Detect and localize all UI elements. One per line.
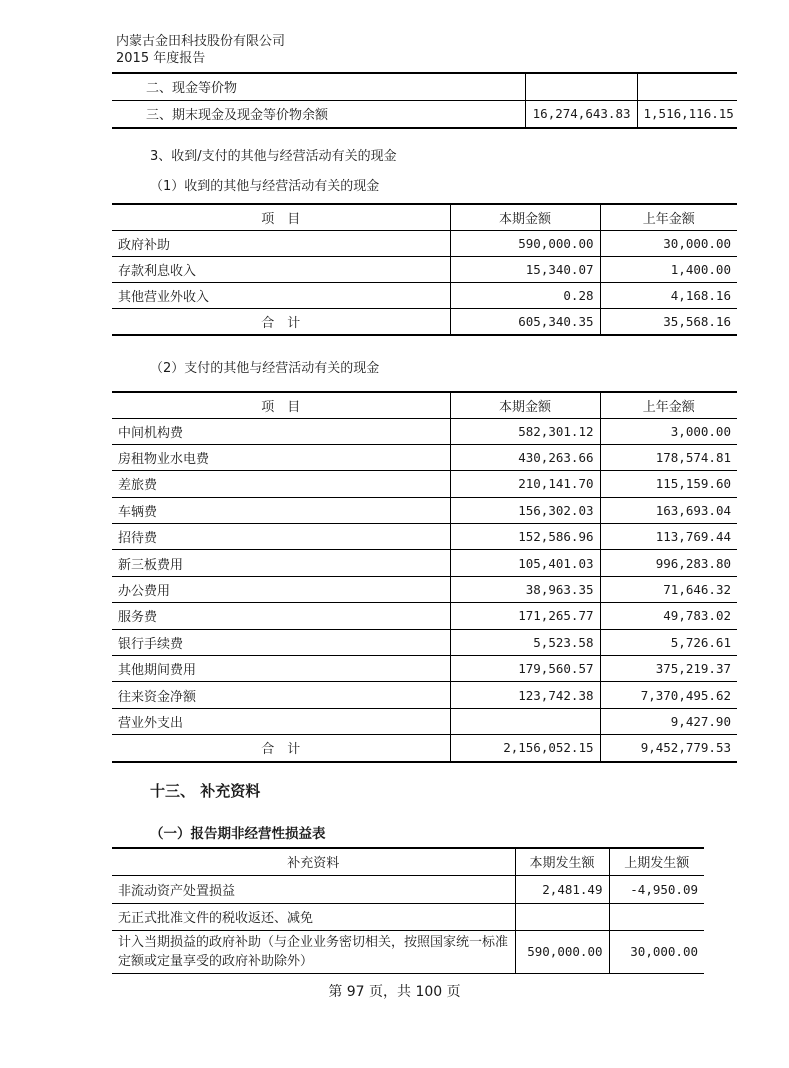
row-label: 中间机构费	[112, 418, 450, 444]
column-header-previous: 上期发生额	[624, 856, 690, 872]
total-current: 2,156,052.15	[450, 735, 600, 762]
previous-amount: 7,370,495.62	[640, 687, 731, 703]
previous-amount: 49,783.02	[663, 608, 731, 624]
previous-amount	[637, 73, 737, 100]
current-amount	[525, 73, 637, 100]
current-amount: 171,265.77	[450, 603, 600, 629]
table-row	[112, 497, 737, 523]
current-amount: 590,000.00	[515, 930, 609, 973]
table-row	[112, 550, 737, 576]
current-amount: 5,523.58	[450, 629, 600, 655]
row-label: 车辆费	[112, 497, 450, 523]
previous-amount: 163,693.04	[655, 502, 731, 518]
row-label: 招待费	[112, 524, 450, 550]
company-name: 内蒙古金田科技股份有限公司	[116, 34, 286, 49]
current-amount: 105,401.03	[450, 550, 600, 576]
table-header-row	[112, 204, 737, 230]
current-amount: 430,263.66	[450, 444, 600, 470]
table-row	[112, 656, 737, 682]
previous-amount: 9,427.90	[670, 713, 731, 729]
total-label: 合 计	[112, 735, 450, 762]
previous-amount: 71,646.32	[663, 582, 731, 598]
column-header-current: 本期发生额	[515, 848, 609, 875]
previous-amount: 996,283.80	[655, 555, 731, 571]
current-amount: 590,000.00	[450, 230, 600, 256]
current-amount: 179,560.57	[450, 656, 600, 682]
row-label: 其他期间费用	[112, 656, 450, 682]
previous-amount: 30,000.00	[663, 235, 731, 251]
table-row	[112, 444, 737, 470]
previous-amount: 5,726.61	[670, 634, 731, 650]
table-row	[112, 629, 737, 655]
row-label: 差旅费	[112, 471, 450, 497]
table-row	[112, 73, 737, 100]
previous-amount: 3,000.00	[670, 423, 731, 439]
row-label: 营业外支出	[112, 708, 450, 734]
current-amount: 210,141.70	[450, 471, 600, 497]
table-row	[112, 576, 737, 602]
row-label: 其他营业外收入	[112, 282, 450, 308]
table-row	[112, 256, 737, 282]
table-row	[112, 282, 737, 308]
table-row	[112, 418, 737, 444]
row-label: 服务费	[112, 603, 450, 629]
previous-amount: 375,219.37	[655, 661, 731, 677]
row-label: 二、现金等价物	[112, 73, 525, 100]
current-amount: 156,302.03	[450, 497, 600, 523]
current-amount: 123,742.38	[450, 682, 600, 708]
total-row	[112, 308, 737, 335]
previous-amount: 178,574.81	[655, 450, 731, 466]
column-header-previous: 上年金额	[642, 211, 695, 227]
column-header-item: 项 目	[112, 392, 450, 418]
column-header-previous: 上年金额	[642, 399, 695, 415]
row-label: 非流动资产处置损益	[112, 875, 515, 903]
current-amount	[450, 708, 600, 734]
received-table-title: （1）收到的其他与经营活动有关的现金	[150, 179, 380, 194]
paid-cash-table	[112, 391, 737, 763]
current-amount: 582,301.12	[450, 418, 600, 444]
current-amount: 0.28	[450, 282, 600, 308]
table-row	[112, 930, 704, 973]
previous-amount: 115,159.60	[655, 476, 731, 492]
column-header-item: 补充资料	[112, 848, 515, 875]
row-label: 三、期末现金及现金等价物余额	[112, 100, 525, 128]
table-header-row	[112, 392, 737, 418]
current-amount: 15,340.07	[450, 256, 600, 282]
table-row	[112, 682, 737, 708]
column-header-current: 本期金额	[450, 392, 600, 418]
row-label: 办公费用	[112, 576, 450, 602]
total-previous: 9,452,779.53	[640, 740, 731, 756]
section-heading: 3、收到/支付的其他与经营活动有关的现金	[150, 149, 397, 164]
row-label: 新三板费用	[112, 550, 450, 576]
row-label: 存款利息收入	[112, 256, 450, 282]
previous-amount: -4,950.09	[630, 881, 698, 897]
row-label: 计入当期损益的政府补助（与企业业务密切相关，按照国家统一标准定额或定量享受的政府补助除外）	[112, 930, 515, 973]
current-amount: 2,481.49	[515, 875, 609, 903]
previous-amount: 1,516,116.15	[643, 106, 734, 122]
received-cash-table	[112, 203, 737, 336]
non-operating-gains-table	[112, 847, 704, 974]
current-amount: 152,586.96	[450, 524, 600, 550]
row-label: 房租物业水电费	[112, 444, 450, 470]
paid-table-title: （2）支付的其他与经营活动有关的现金	[150, 361, 380, 376]
supplement-heading: 十三、 补充资料	[150, 782, 261, 800]
table-row	[112, 903, 704, 930]
current-amount: 16,274,643.83	[525, 100, 637, 128]
page-footer: 第 97 页，共 100 页	[328, 984, 461, 1000]
table-row	[112, 100, 737, 128]
table-row	[112, 875, 704, 903]
table-row	[112, 708, 737, 734]
previous-amount: 113,769.44	[655, 529, 731, 545]
table-header-row	[112, 848, 704, 875]
supplement-subheading: （一）报告期非经营性损益表	[150, 826, 326, 842]
table-row	[112, 471, 737, 497]
previous-amount: 30,000.00	[630, 944, 698, 959]
total-current: 605,340.35	[450, 308, 600, 335]
total-previous: 35,568.16	[663, 313, 731, 329]
total-row	[112, 735, 737, 762]
row-label: 政府补助	[112, 230, 450, 256]
row-label: 往来资金净额	[112, 682, 450, 708]
row-label: 无正式批准文件的税收返还、减免	[112, 903, 515, 930]
top-cash-table	[112, 72, 737, 129]
table-row	[112, 230, 737, 256]
column-header-item: 项 目	[112, 204, 450, 230]
total-label: 合 计	[112, 308, 450, 335]
current-amount	[515, 903, 609, 930]
table-row	[112, 524, 737, 550]
column-header-current: 本期金额	[450, 204, 600, 230]
previous-amount: 1,400.00	[670, 261, 731, 277]
report-year: 2015 年度报告	[116, 51, 206, 66]
row-label: 银行手续费	[112, 629, 450, 655]
table-row	[112, 603, 737, 629]
current-amount: 38,963.35	[450, 576, 600, 602]
previous-amount	[609, 903, 704, 930]
previous-amount: 4,168.16	[670, 287, 731, 303]
